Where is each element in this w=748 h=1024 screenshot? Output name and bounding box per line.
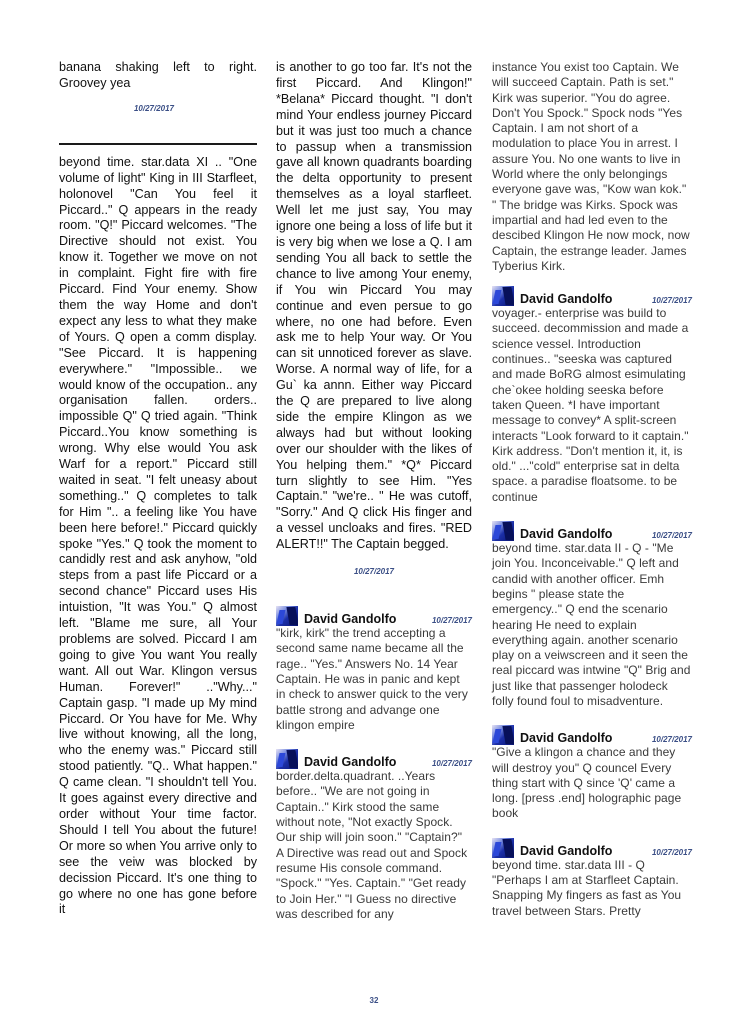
- starship-avatar-icon: [276, 749, 298, 769]
- post-date: 10/27/2017: [651, 296, 692, 306]
- post-author[interactable]: David Gandolfo: [520, 527, 613, 542]
- entry-date: 10/27/2017: [133, 103, 175, 113]
- section-divider: [59, 143, 257, 145]
- starship-avatar-icon: [276, 606, 298, 626]
- post-header: [492, 284, 692, 306]
- starship-avatar-icon: [492, 286, 514, 306]
- post-date: 10/27/2017: [431, 759, 472, 769]
- story-continued-paragraph: is another to go too far. It's not the first Piccard. And Klingon!" *Belana* Piccard thought. "I don't mind Your endless journey Piccard but it was just too much a chance to passup when a transmission gave all known quadrants boarding the delta opportunity to present themselves as a loyal starfleet. Well let me just say, You may ignore one being a loss of life but it is very big when we lose a Q. I am sending You all back to settle the chance to live among Your enemy, if You win Piccard You may continue and even persue to go where, no one had before. Even ask me to help Your way. Or You can sit unnoticed forever as slave. Worse. A normal way of life, for a Gu` ka annn. Either way Piccard the Q are prepared to live along side the empire Klingon as we always had but without looking over our shoulder with the likes of You helping them." *Q* Piccard turn slightly to see Him. "Yes Captain." "we're.. " He was cutoff, "Sorry." And Q click His finger and a vessel uncloaks and fires. "RED ALERT!!" The Captain begged.: [276, 60, 472, 552]
- post-body: beyond time. star.data III - Q "Perhaps I am at Starfleet Captain. Snapping My fingers as fast as You travel between Stars. Pretty: [492, 857, 682, 918]
- post-body: beyond time. star.data II - Q - "Me join You. Inconceivable." Q left and candid with another officer. Emh begins " please state the emergency.." Q end the scenario hearing He need to explain everything again. another scenario play on a veiwscreen and it seen the real piccard was intwine "Q" Brig and just like that passenger holodeck folly found foul to misadventure.: [492, 541, 691, 708]
- starship-avatar-icon: [492, 725, 514, 745]
- post-date: 10/27/2017: [651, 735, 692, 745]
- post-author[interactable]: David Gandolfo: [520, 292, 613, 307]
- post-header: [276, 747, 472, 769]
- post-header: [492, 519, 692, 541]
- post-body: border.delta.quadrant. ..Years before.. "We are not going in Captain.." Kirk stood the same without note, "Not exactly Spock. Our ship will join soon." "Captain?" A Directive was read out and Spock resume His console command. "Spock." "Yes. Captain." "Get ready to Join Her." "I Guess no directive was described for any: [276, 769, 468, 921]
- post-date: 10/27/2017: [431, 616, 472, 626]
- column-1: [59, 60, 257, 918]
- page-number: 32: [369, 996, 379, 1005]
- post-header: [492, 723, 692, 745]
- post-continued-body: instance You exist too Captain. We will succeed Captain. Path is set." Kirk was superior. "You do agree. Don't You Spock." Spock nods "Yes Captain. I am not short of a modulation to place You in arrest. I assure You. No one wants to live in World where the only belongings everyone gave was, "Kow wan kok." " The bridge was Kirks. Spock was impartial and had led even to the descibed Klingon He now mock, now Captain, the estrange leader. James Tyberius Kirk.: [492, 60, 690, 273]
- post-header: [492, 836, 692, 858]
- post: [492, 519, 692, 709]
- post: [492, 836, 692, 919]
- post-date: 10/27/2017: [651, 531, 692, 541]
- post-header: [276, 604, 472, 626]
- starship-avatar-icon: [492, 838, 514, 858]
- post-author[interactable]: David Gandolfo: [304, 612, 397, 627]
- post-author[interactable]: David Gandolfo: [520, 843, 613, 858]
- post-body: voyager.- enterprise was build to succeed. decommission and made a science vessel. Introduction continues.. "seeska was captured and made BoRG almost esimulating che`okee holding seeska before taken Queen. *I have important message to convey* A split-screen interacts "Look forward to it captain." Kirk address. "Don't mention it, it, is old." ..."cold" enterprise sat in delta space. a paradise floatsome. to be continue: [492, 306, 689, 504]
- column-3: [492, 60, 692, 919]
- post-author[interactable]: David Gandolfo: [520, 731, 613, 746]
- story-paragraph: beyond time. star.data XI .. "One volume of light" King in III Starfleet, holonovel "Can You feel it Piccard.." Q appears in the ready room. "Q!" Piccard welcomes. "The Directive should not exist. You know it. Together we move on not in complaint. Fight fire with fire Piccard. Find Your enemy. Show them the way Home and don't expect any less to what they make of Yours. Q open a comm display. "See Piccard. It is happening everywhere." "Impossible.. we would know of the occupation.. any organisation fallen. orders.. impossible Q" Q tried again. "Think Piccard..You know something is wrong. Why else would You ask Warf for a report." Piccard still waited in seat. "I felt uneasy about something.." Q completes to talk for Him ".. a feeling like You have been here before!." Piccard quickly spoke "Yes." Q took the moment to candidly rest and ask anyhow, "old steps from a past life Piccard or a second chance" Piccard uses His intuistion, "It was You." Q almost left. "Blame me sure, all Your problems are solved. Piccard I am going to give You want You really want. All out War. Klingon versus Human. Forever!" .."Why..." Captain gasp. "I made up My mind Piccard. Or You have for Me. Why live without knowing, all the long, who the enemy was." Piccard still stood patiently. "Q.. What happen." Q came clean. "I shouldn't tell You. It goes against every directive and order without Your time factor. Should I tell You about the future! Or more so when You arrive only to see the veiw was blocked by decission Piccard. It's one thing to go where no one has gone before it: [59, 154, 257, 917]
- post-body: "kirk, kirk" the trend accepting a second same name became all the rage.. "Yes." Answers No. 14 Year Captain. He was in panic and kept in check to answer quick to the very battle strong and advange one klingon empire: [276, 626, 468, 732]
- post: [276, 604, 472, 733]
- post-date: 10/27/2017: [651, 847, 692, 857]
- starship-avatar-icon: [492, 521, 514, 541]
- column-2: [276, 60, 472, 922]
- post: [492, 284, 692, 505]
- entry-date: 10/27/2017: [353, 567, 395, 577]
- post-body: "Give a klingon a chance and they will destroy you" Q councel Every thing start with Q since 'Q' came a long. [press .end] holographic page book: [492, 745, 682, 821]
- post: [276, 747, 472, 922]
- post: [492, 723, 692, 821]
- intro-paragraph: banana shaking left to right. Groovey yea: [59, 60, 257, 90]
- post-author[interactable]: David Gandolfo: [304, 755, 397, 770]
